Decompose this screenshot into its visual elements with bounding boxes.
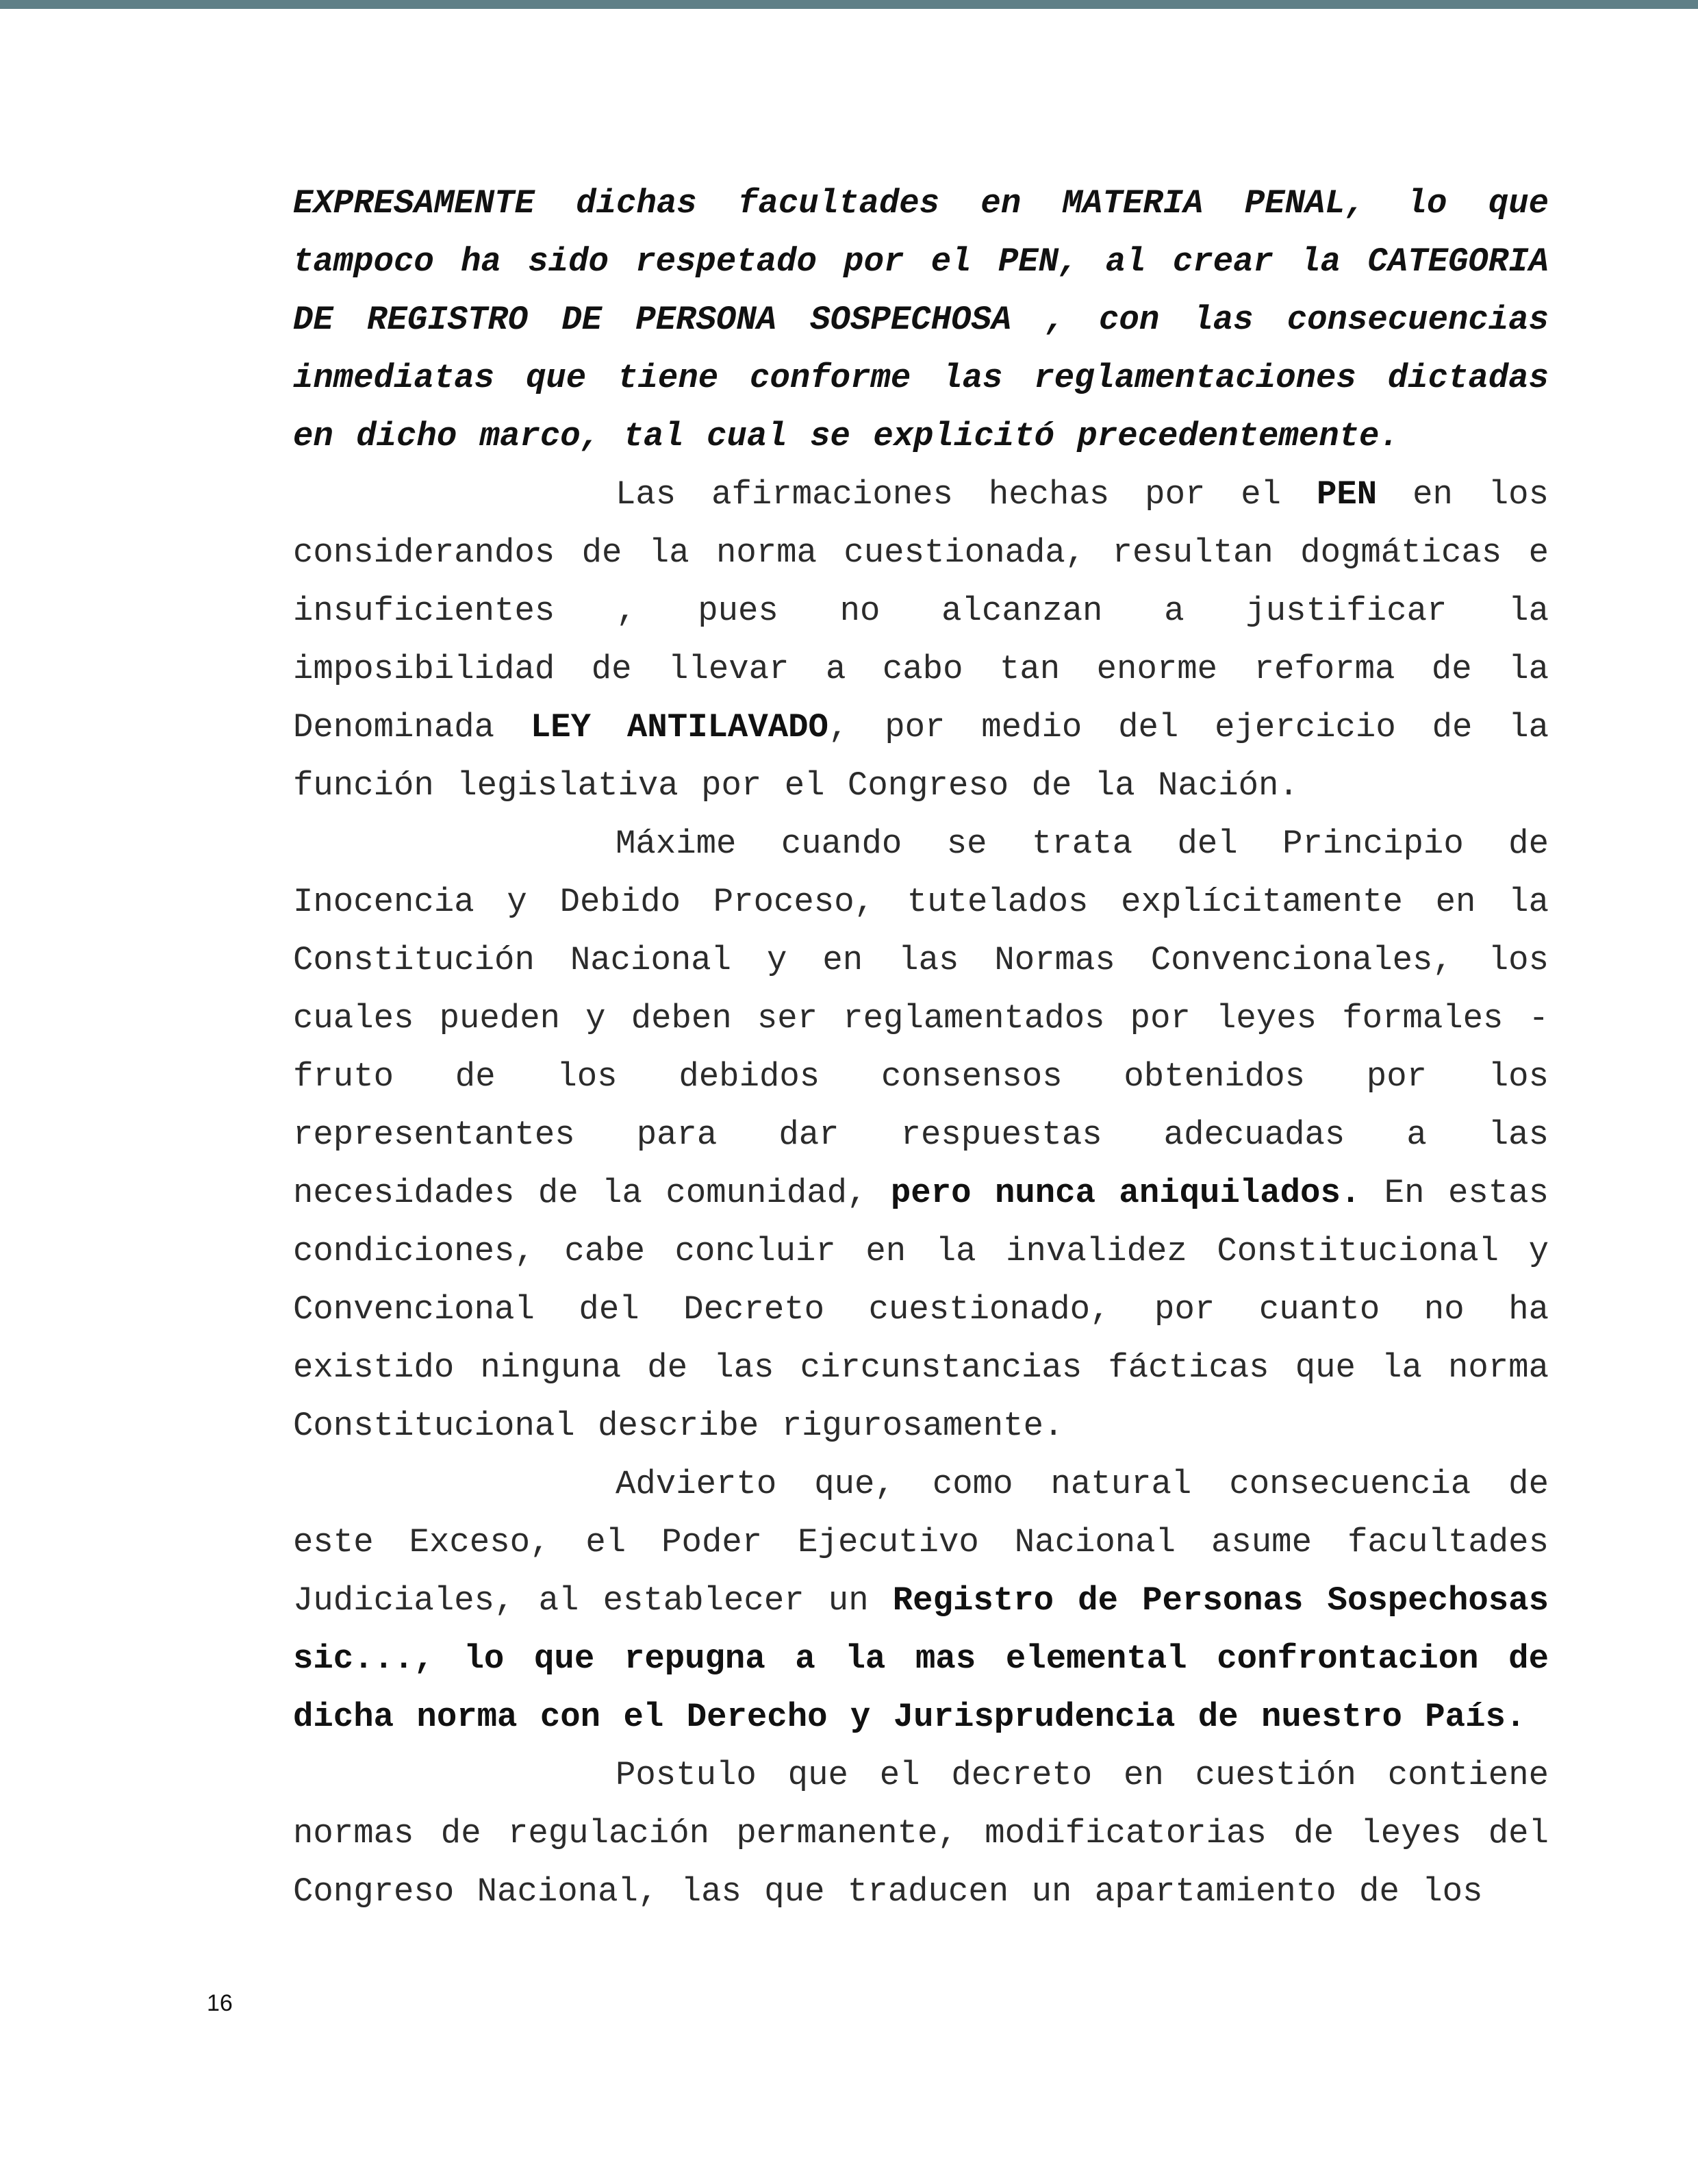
- paragraph-2-bold-pen: PEN: [1316, 475, 1378, 514]
- paragraph-5: [293, 1746, 1549, 1921]
- paragraph-4-text-1: Advierto que, como natural consecuencia de este Exceso, el Poder Ejecutivo Nacional asume facultades Judiciales, al establecer un: [293, 1465, 1549, 1620]
- paragraph-2-text-1: Las afirmaciones hechas por el: [616, 475, 1317, 514]
- paragraph-3-bold-text: pero nunca aniquilados.: [890, 1174, 1361, 1212]
- document-body: [293, 175, 1549, 1921]
- page-number: 16: [207, 1990, 233, 2016]
- top-accent-bar: [0, 0, 1698, 9]
- paragraph-1: [293, 175, 1549, 466]
- paragraph-2: [293, 466, 1549, 815]
- paragraph-3-text-2: En estas condiciones, cabe concluir en la invalidez Constitucional y Convencional del Decreto cuestionado, por cuanto no ha existido ninguna de las circunstancias fácticas que la norma Constitucional describe rigurosamente.: [293, 1174, 1549, 1445]
- paragraph-2-bold-ley: LEY ANTILAVADO: [530, 708, 828, 746]
- paragraph-2-text-2: en los considerandos de la norma cuestionada, resultan dogmáticas e insuficientes , pues no alcanzan a justificar la imposibilidad de llevar a cabo tan enorme reforma de la Denominada: [293, 475, 1549, 746]
- paragraph-3-text-1: Máxime cuando se trata del Principio de Inocencia y Debido Proceso, tutelados explícitamente en la Constitución Nacional y en las Normas Convencionales, los cuales pueden y deben ser reglamentados por leyes formales -fruto de los debidos consensos obtenidos por los representantes para dar respuestas adecuadas a las necesidades de la comunidad,: [293, 825, 1549, 1212]
- paragraph-5-text: Postulo que el decreto en cuestión contiene normas de regulación permanente, modificatorias de leyes del Congreso Nacional, las que traducen un apartamiento de los: [293, 1756, 1549, 1911]
- paragraph-3: [293, 815, 1549, 1455]
- paragraph-1-bold-italic-text: EXPRESAMENTE dichas facultades en MATERIA PENAL, lo que tampoco ha sido respetado por el PEN, al crear la CATEGORIA DE REGISTRO DE PERSONA SOSPECHOSA , con las consecuencias inmediatas que tiene conforme las reglamentaciones dictadas en dicho marco, tal cual se explicitó precedentemente.: [293, 184, 1549, 455]
- paragraph-4: [293, 1455, 1549, 1746]
- paragraph-4-bold-text: Registro de Personas Sospechosas sic..., lo que repugna a la mas elemental confrontacion de dicha norma con el Derecho y Jurisprudencia de nuestro País.: [293, 1581, 1549, 1736]
- paragraph-2-text-3: , por medio del ejercicio de la función legislativa por el Congreso de la Nación.: [293, 708, 1549, 805]
